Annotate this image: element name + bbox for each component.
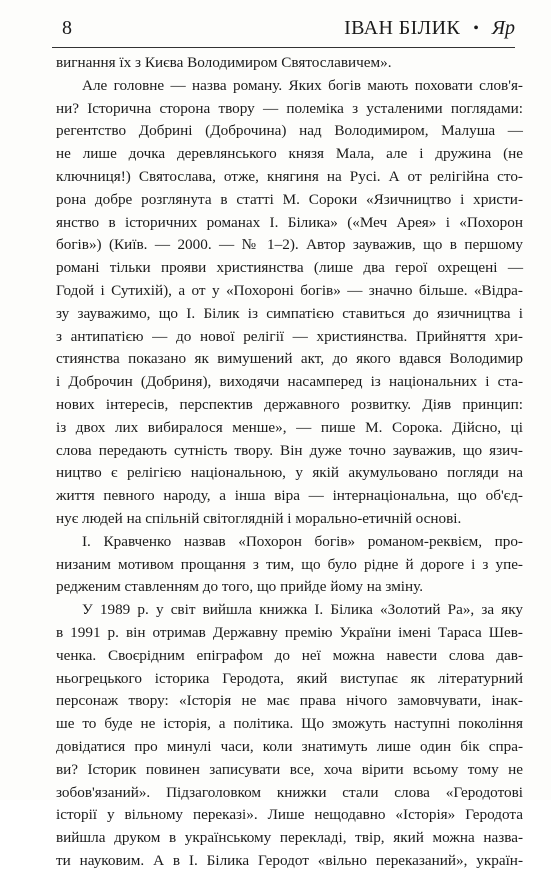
text-line: історії у вільному переказі». Лише нещодавно «Історія» Геродота [56, 806, 523, 824]
text-line: ництво є релігією національною, у якій акумульовано погляди на [56, 464, 523, 482]
text-line: янство в історичних романах І. Білика» («Меч Арея» і «Похорон [56, 213, 523, 231]
text-line: низаним мотивом прощання з тим, що було рідне й дороге і з упе- [56, 555, 523, 573]
text-line: ни? Історична сторона твору — полеміка з усталеними поглядами: [56, 99, 523, 117]
text-line: вийшла друком в українському перекладі, твір, який можна назва- [56, 829, 523, 847]
text-line: І. Кравченко назвав «Похорон богів» романом-реквієм, про- [82, 532, 523, 550]
text-line: довідатися про минулі часи, коли знатимуть лише один бік спра- [56, 737, 523, 755]
text-line: У 1989 р. у світ вийшла книжка І. Білика «Золотий Ра», за яку [82, 601, 523, 619]
text-line: ключниця!) Святослава, отже, княгиня на Русі. А от релігійна сто- [56, 167, 523, 185]
text-line: стиянства показано як вимушений акт, до якого вдався Володимир [56, 350, 523, 368]
text-line: персонаж твору: «Історія не має права нічого замовчувати, інак- [56, 692, 523, 710]
text-line: з антипатією — до нової релігії — християнства. Прийняття хри- [56, 327, 523, 345]
running-head [344, 18, 515, 39]
text-line: ти науковим. А в І. Білика Геродот «вільно переказаний», україн- [56, 851, 523, 869]
text-line: із двох лих вибиралося менше», — пише М. Сорока. Дійсно, ці [56, 418, 523, 436]
author-name: ІВАН БІЛИК [344, 17, 461, 39]
book-title: Яр [491, 17, 515, 39]
header-rule [52, 47, 515, 48]
text-line: редженим ставленням до того, що прийде йому на зміну. [56, 578, 424, 596]
text-line: Але головне — назва роману. Яких богів мають поховати слов'я- [82, 76, 523, 94]
page-number: 8 [62, 17, 72, 39]
text-line: ви? Історик повинен записувати все, хоча вірити всьому тому не [56, 760, 523, 778]
text-line: регентство Добрині (Доброчина) над Володимиром, Малуша — [56, 122, 523, 140]
text-line: слова передають сутність твору. Він дуже точно зауважив, що язич- [56, 441, 523, 459]
page-body [56, 52, 523, 869]
text-line: нує людей на спільній світоглядній і морально-етичній основі. [56, 509, 462, 527]
header-separator: • [473, 20, 479, 37]
text-line: зу зауважимо, що І. Білик із симпатією ставиться до язичництва і [56, 304, 523, 322]
text-line: і Доброчин (Добриня), виходячи насамперед із національних і ста- [56, 373, 523, 391]
text-line: ше то буде не історія, а політика. Що зможуть наступні покоління [56, 715, 523, 733]
text-line: зобов'язаний». Підзаголовком книжки стали слова «Геродотові [56, 783, 523, 801]
text-line: богів») (Київ. — 2000. — № 1–2). Автор зауважив, що в першому [56, 236, 523, 254]
text-line: життя певного народу, а інша віра — інтернаціональна, що об'єд- [56, 487, 523, 505]
text-line: не лише дочка деревлянського князя Мала, але і дружина (не [56, 145, 523, 163]
text-line: романі тільки прояви християнства (лише два герої охрещені — [56, 259, 523, 277]
text-line: рона добре розглянута в статті М. Сороки «Язичництво і христи- [56, 190, 523, 208]
text-line: ченка. Своєрідним епіграфом до неї можна навести слова дав- [56, 646, 523, 664]
text-line: вигнання їх з Києва Володимиром Святославичем». [56, 54, 392, 71]
text-line: Годой і Сутихій), а от у «Похороні богів» — значно більше. «Відра- [56, 281, 523, 299]
page-header [52, 10, 515, 48]
text-line: ньогрецького історика Геродота, який виступає як літературний [56, 669, 523, 687]
text-line: нових інтересів, перспектив державного розвитку. Діяв принцип: [56, 395, 523, 413]
text-line: в 1991 р. він отримав Державну премію України імені Тараса Шев- [56, 623, 523, 641]
